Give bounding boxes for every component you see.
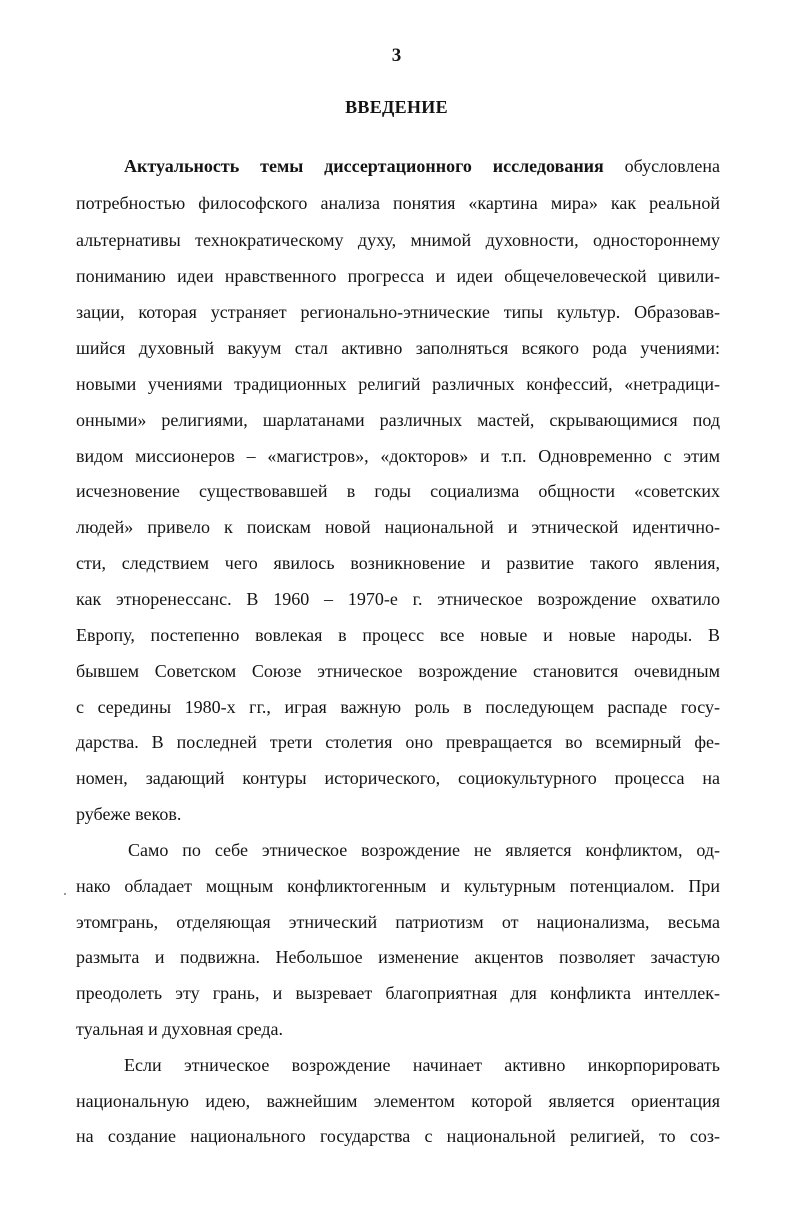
text-line: национальную идею, важнейшим элементом которой является ориентация <box>76 1091 720 1111</box>
text-line: дарства. В последней трети столетия оно превращается во всемирный фе- <box>76 732 720 752</box>
text-line: туальная и духовная среда. <box>76 1019 284 1039</box>
text-line: зации, которая устраняет регионально-этнические типы культур. Образовав- <box>76 302 720 322</box>
text-line: шийся духовный вакуум стал активно заполняться всякого рода учениями: <box>76 338 720 358</box>
section-heading: ВВЕДЕНИЕ <box>345 97 448 117</box>
text-line: на создание национального государства с национальной религией, то соз- <box>76 1126 720 1146</box>
text-line: пониманию идеи нравственного прогресса и идеи общечеловеческой цивили- <box>76 266 720 286</box>
text-line: Само по себе этническое возрождение не является конфликтом, од- <box>128 840 720 860</box>
text-line: номен, задающий контуры исторического, социокультурного процесса на <box>76 768 720 788</box>
text-line: исчезновение существовавшей в годы социализма общности «советских <box>76 481 720 501</box>
text-line: людей» привело к поискам новой национальной и этнической идентично- <box>76 517 720 537</box>
paragraph-1-line-1 <box>124 154 720 178</box>
text-line: потребностью философского анализа понятия «картина мира» как реальной <box>76 193 720 213</box>
text-line: бывшем Советском Союзе этническое возрождение становится очевидным <box>76 661 720 681</box>
text-line: нако обладает мощным конфликтогенным и культурным потенциалом. При <box>76 876 720 896</box>
text-line: видом миссионеров – «магистров», «докторов» и т.п. Одновременно с этим <box>76 446 720 466</box>
text-line: Европу, постепенно вовлекая в процесс все новые и новые народы. В <box>76 625 720 645</box>
text-line: альтернативы технократическому духу, мнимой духовности, одностороннему <box>76 230 720 250</box>
topic-relevance-bold: Актуальность темы диссертационного исследования <box>124 156 604 176</box>
text-line: онными» религиями, шарлатанами различных мастей, скрывающимися под <box>76 410 720 430</box>
text-line: новыми учениями традиционных религий различных конфессий, «нетрадици- <box>76 374 720 394</box>
page-number: 3 <box>391 45 402 66</box>
text-line: размыта и подвижна. Небольшое изменение акцентов позволяет зачастую <box>76 947 720 967</box>
text-line: сти, следствием чего явилось возникновение и развитие такого явления, <box>76 553 720 573</box>
text-line: как этноренессанс. В 1960 – 1970-е г. этническое возрождение охватило <box>76 589 720 609</box>
text-line: с середины 1980-х гг., играя важную роль в последующем распаде госу- <box>76 697 720 717</box>
text-line: Если этническое возрождение начинает активно инкорпорировать <box>124 1055 720 1075</box>
text-line: рубеже веков. <box>76 804 182 824</box>
text-line: этомгрань, отделяющая этнический патриотизм от национализма, весьма <box>76 912 720 932</box>
scan-speck <box>64 893 66 895</box>
lead-rest: обусловлена <box>603 156 720 176</box>
text-line: преодолеть эту грань, и вызревает благоприятная для конфликта интеллек- <box>76 983 720 1003</box>
